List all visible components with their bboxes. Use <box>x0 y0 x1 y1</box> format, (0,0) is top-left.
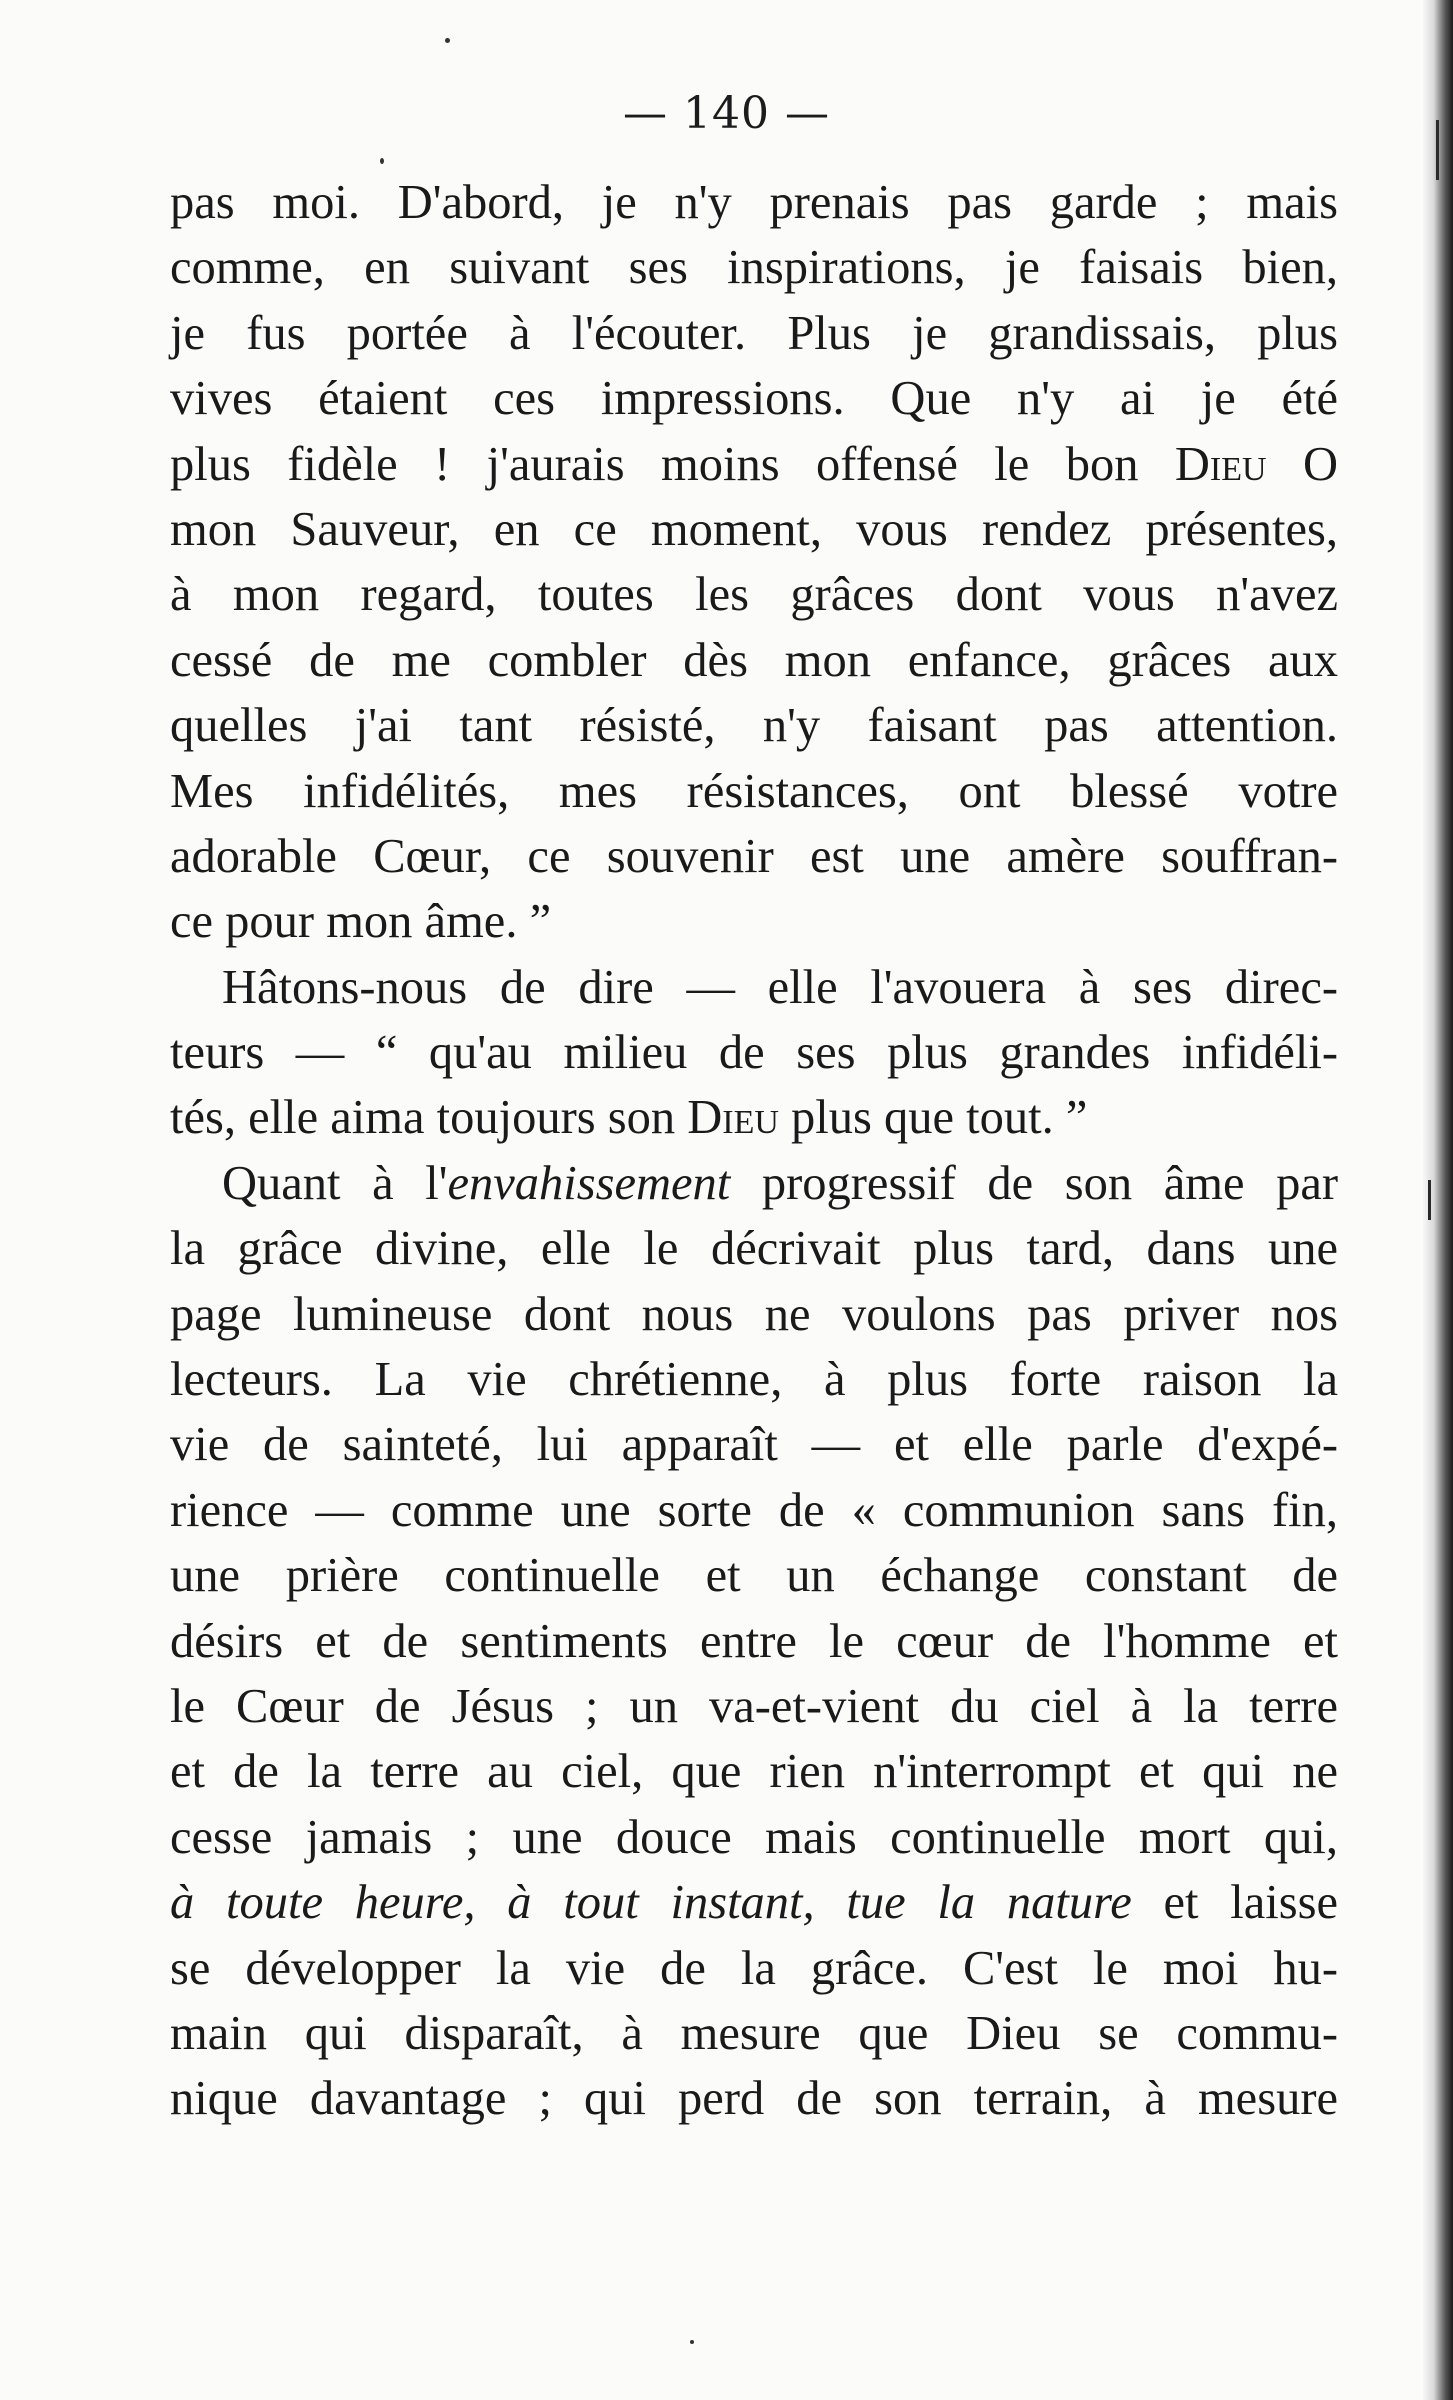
speck-3 <box>690 2340 694 2344</box>
text-line-23: désirs et de sentiments entre le cœur de l'homme et <box>170 1614 1338 1668</box>
text-line-10: Mes infidélités, mes résistances, ont blessé votre <box>170 764 1338 818</box>
text-line-7: à mon regard, toutes les grâces dont vous n'avez <box>170 568 1338 622</box>
text-line-11: adorable Cœur, ce souvenir est une amère souffran- <box>170 829 1338 883</box>
text-line-22: une prière continuelle et un échange constant de <box>170 1549 1338 1603</box>
text-line-1: pas moi. D'abord, je n'y prenais pas garde ; mais <box>170 176 1338 229</box>
text-line-29: main qui disparaît, à mesure que Dieu se commu- <box>170 2006 1338 2060</box>
text-line-5 <box>170 432 1338 497</box>
text-line-4: vives étaient ces impressions. Que n'y ai je été <box>170 372 1338 426</box>
text-line-5-end: O <box>1266 437 1338 491</box>
text-line-8: cessé de me combler dès mon enfance, grâces aux <box>170 633 1338 687</box>
italic-toute-heure: à toute heure, à tout instant, tue la nature <box>170 1876 1132 1930</box>
text-line-15-start: tés, elle aima toujours son <box>170 1091 688 1145</box>
text-line-2: comme, en suivant ses inspirations, je faisais bien, <box>170 241 1338 295</box>
text-line-3: je fus portée à l'écouter. Plus je grandissais, plus <box>170 306 1338 360</box>
text-line-26: cesse jamais ; une douce mais continuelle mort qui, <box>170 1810 1338 1864</box>
italic-envahissement: envahissement <box>447 1156 731 1210</box>
text-line-6: mon Sauveur, en ce moment, vous rendez présentes, <box>170 502 1338 556</box>
text-line-16 <box>170 1151 1338 1216</box>
text-line-21: rience — comme une sorte de « communion sans fin, <box>170 1483 1338 1537</box>
text-line-16-start: Quant à l' <box>222 1156 448 1210</box>
text-line-20: vie de sainteté, lui apparaît — et elle parle d'expé- <box>170 1418 1338 1472</box>
text-line-17: la grâce divine, elle le décrivait plus tard, dans une <box>170 1222 1338 1276</box>
page-edge-shadow <box>1421 0 1453 2400</box>
text-line-15 <box>170 1085 1338 1150</box>
edge-mark-1 <box>1436 120 1439 180</box>
text-line-19: lecteurs. La vie chrétienne, à plus forte raison la <box>170 1353 1338 1407</box>
speck-2 <box>380 158 384 164</box>
body-text <box>170 170 1338 2132</box>
text-line-12: ce pour mon âme. ” <box>170 895 552 949</box>
text-line-27 <box>170 1870 1338 1935</box>
text-line-5-start: plus fidèle ! j'aurais moins offensé le bon <box>170 437 1175 491</box>
text-line-25: et de la terre au ciel, que rien n'interrompt et qui ne <box>170 1745 1338 1799</box>
text-line-18: page lumineuse dont nous ne voulons pas priver nos <box>170 1287 1338 1341</box>
dieu-small-caps-2: Dieu <box>687 1091 779 1145</box>
speck-1 <box>445 38 450 43</box>
text-line-15-end: plus que tout. ” <box>778 1091 1088 1145</box>
text-line-14: teurs — “ qu'au milieu de ses plus grandes infidéli- <box>170 1026 1338 1080</box>
page-number: — 140 — <box>623 88 830 139</box>
text-line-13: Hâtons-nous de dire — elle l'avouera à ses direc- <box>222 960 1338 1014</box>
text-line-28: se développer la vie de la grâce. C'est le moi hu- <box>170 1941 1338 1995</box>
text-line-30: nique davantage ; qui perd de son terrain, à mesure <box>170 2072 1338 2126</box>
edge-mark-2 <box>1428 1180 1431 1220</box>
text-line-16-end: progressif de son âme par <box>730 1156 1338 1210</box>
dieu-small-caps: Dieu <box>1174 437 1267 491</box>
text-line-24: le Cœur de Jésus ; un va-et-vient du ciel à la terre <box>170 1679 1338 1733</box>
text-line-9: quelles j'ai tant résisté, n'y faisant pas attention. <box>170 699 1338 753</box>
text-line-27-end: et laisse <box>1131 1876 1338 1930</box>
